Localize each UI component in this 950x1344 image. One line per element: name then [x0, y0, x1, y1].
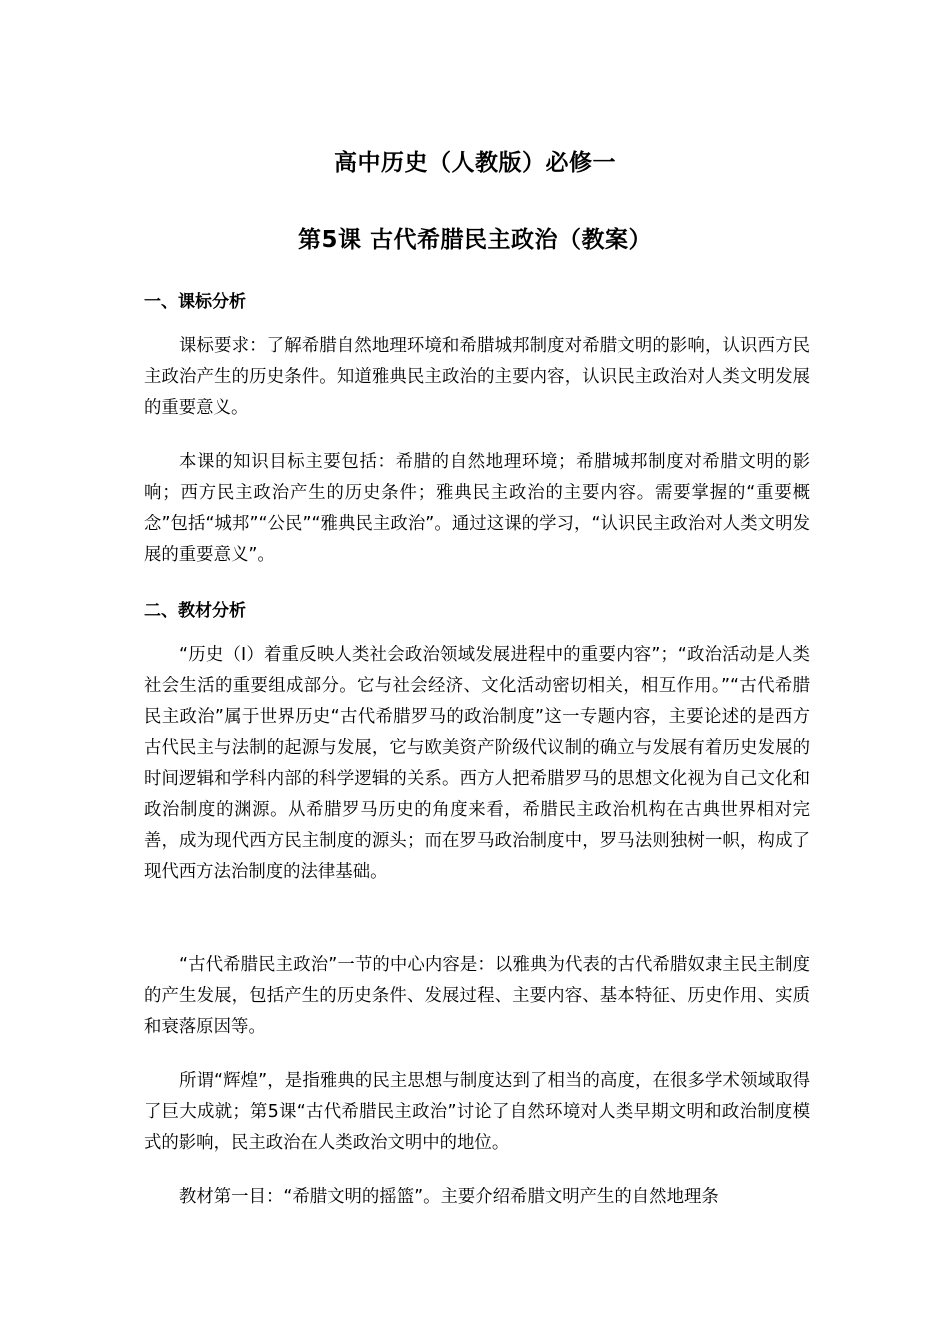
lesson-title: 第5课 古代希腊民主政治（教案）	[297, 227, 652, 253]
paragraph: “古代希腊民主政治”一节的中心内容是：以雅典为代表的古代希腊奴隶主民主制度的产生发展，包括产生的历史条件、发展过程、主要内容、基本特征、历史作用、实质和衰落原因等。	[144, 955, 810, 1037]
section-heading-curriculum: 一、课标分析	[144, 292, 246, 312]
document-title: 高中历史（人教版）必修一	[334, 150, 616, 176]
paragraph: 所谓“辉煌”，是指雅典的民主思想与制度达到了相当的高度，在很多学术领域取得了巨大成就；第5课“古代希腊民主政治”讨论了自然环境对人类早期文明和政治制度模式的影响，民主政治在人类政治文明中的地位。	[144, 1071, 810, 1153]
paragraph: “历史（I）着重反映人类社会政治领域发展进程中的重要内容”；“政治活动是人类社会生活的重要组成部分。它与社会经济、文化活动密切相关，相互作用。”“古代希腊民主政治”属于世界历史“古代希腊罗马的政治制度”这一专题内容，主要论述的是西方古代民主与法制的起源与发展，它与欧美资产阶级代议制的确立与发展有着历史发展的时间逻辑和学科内部的科学逻辑的关系。西方人把希腊罗马的思想文化视为自己文化和政治制度的渊源。从希腊罗马历史的角度来看，希腊民主政治机构在古典世界相对完善，成为现代西方民主制度的源头；而在罗马政治制度中，罗马法则独树一帜，构成了现代西方法治制度的法律基础。	[144, 645, 810, 882]
section-heading-textbook: 二、教材分析	[144, 601, 246, 621]
paragraph: 课标要求：了解希腊自然地理环境和希腊城邦制度对希腊文明的影响，认识西方民主政治产生的历史条件。知道雅典民主政治的主要内容，认识民主政治对人类文明发展的重要意义。	[144, 336, 810, 418]
paragraph: 本课的知识目标主要包括：希腊的自然地理环境；希腊城邦制度对希腊文明的影响；西方民主政治产生的历史条件；雅典民主政治的主要内容。需要掌握的“重要概念”包括“城邦”“公民”“雅典民主政治”。通过这课的学习，“认识民主政治对人类文明发展的重要意义”。	[144, 452, 810, 565]
paragraph: 教材第一目：“希腊文明的摇篮”。主要介绍希腊文明产生的自然地理条	[179, 1187, 719, 1207]
